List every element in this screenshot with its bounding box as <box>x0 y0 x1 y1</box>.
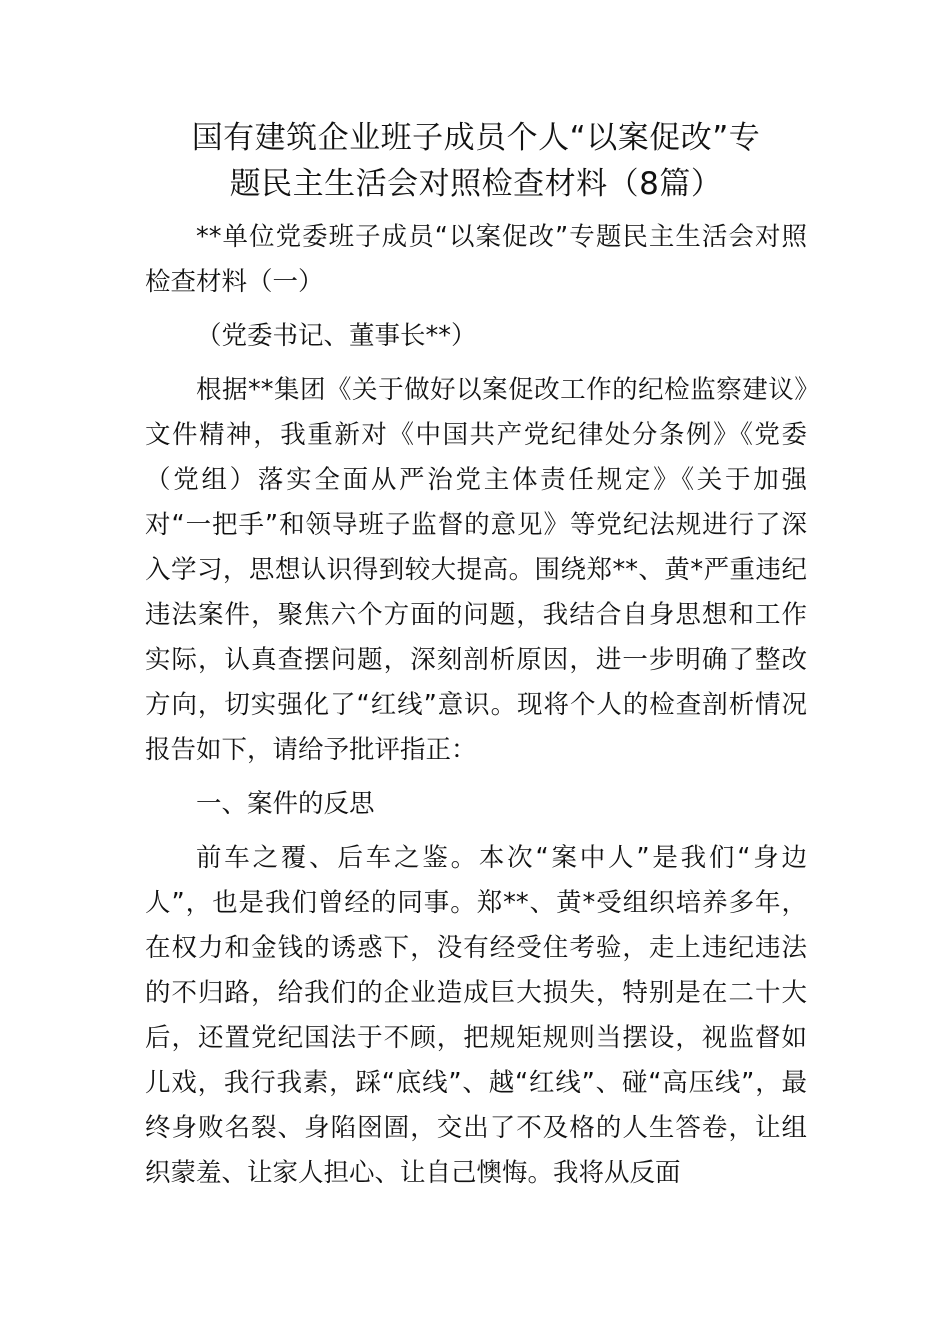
author-line: （党委书记、董事长**） <box>196 321 477 351</box>
title-line-1: 国有建筑企业班子成员个人“以案促改”专 <box>191 120 761 156</box>
case-reflection-paragraph: 前车之覆、后车之鉴。本次“案中人”是我们“身边人”，也是我们曾经的同事。郑**、黄*受组织培养多年，在权力和金钱的诱惑下，没有经受住考验，走上违纪违法的不归路，给我们的企业造成巨大损失，特别是在二十大后，还置党纪国法于不顾，把规矩规则当摆设，视监督如儿戏，我行我素，踩“底线”、越“红线”、碰“高压线”，最终身败名裂、身陷囹圄，交出了不及格的人生答卷，让组织蒙羞、让家人担心、让自己懊悔。我将从反面 <box>145 843 807 1188</box>
document-page <box>145 115 807 1196</box>
section-heading-material-one: **单位党委班子成员“以案促改”专题民主生活会对照检查材料（一） <box>145 222 807 297</box>
document-body <box>145 215 807 1196</box>
section-heading-case-reflection: 一、案件的反思 <box>196 789 375 819</box>
intro-paragraph: 根据**集团《关于做好以案促改工作的纪检监察建议》文件精神，我重新对《中国共产党纪律处分条例》《党委（党组）落实全面从严治党主体责任规定》《关于加强对“一把手”和领导班子监督的意见》等党纪法规进行了深入学习，思想认识得到较大提高。围绕郑**、黄*严重违纪违法案件，聚焦六个方面的问题，我结合自身思想和工作实际，认真查摆问题，深刻剖析原因，进一步明确了整改方向，切实强化了“红线”意识。现将个人的检查剖析情况报告如下，请给予批评指正： <box>145 375 807 765</box>
title-line-2: 题民主生活会对照检查材料（8篇） <box>229 166 723 202</box>
document-title <box>145 115 807 207</box>
